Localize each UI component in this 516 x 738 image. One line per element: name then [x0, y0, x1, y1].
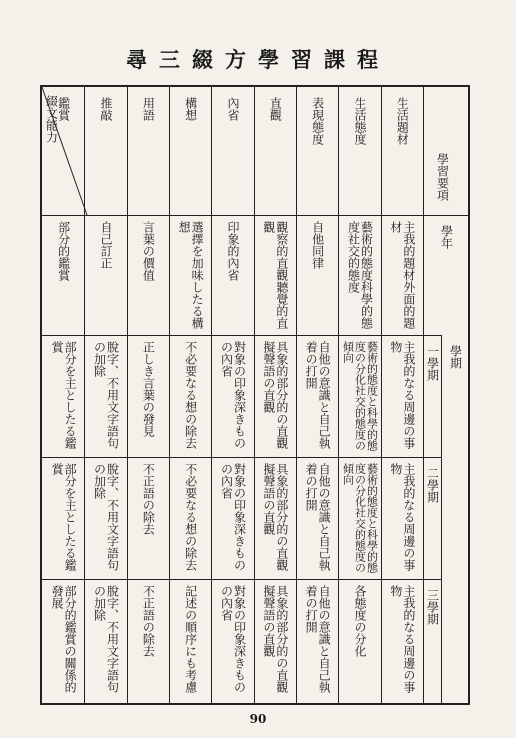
grade-label: 學年 [439, 225, 454, 249]
items-label: 學習要項 [435, 153, 450, 201]
cell-t1: 自他の意識と自己執着の打開 [304, 341, 332, 449]
page-number: 90 [249, 712, 267, 726]
cell-label: 鑑賞 [56, 97, 71, 121]
cell-t1: 正しき言葉の發見 [141, 341, 156, 437]
cell-t1: 對象の印象深きものの內省 [219, 341, 247, 449]
cell-t1: 脫字、不用文字語句の加除 [92, 341, 120, 449]
cell-t2: 自他の意識と自己執着の打開 [304, 463, 332, 571]
page-title: 尋三綴方學習課程 [126, 47, 390, 72]
cell-grade: 部分的鑑賞 [56, 221, 71, 281]
cell-t1: 藝術的態度と科學的態度の分化社交的態度の傾向 [341, 341, 379, 451]
term1-label: 一學期 [425, 345, 440, 381]
cell-t2: 脫字、不用文字語句の加除 [92, 463, 120, 571]
cell-grade: 自己訂正 [99, 221, 113, 269]
cell-label: 表現態度 [310, 97, 325, 145]
cell-t3: 脫字、不用文字語句の加除 [92, 585, 120, 693]
term3-label: 三學期 [425, 589, 440, 625]
cell-t2: 對象の印象深きものの內省 [219, 463, 247, 571]
cell-label: 內省 [226, 97, 240, 121]
cell-t2: 部分を主としたる鑑賞 [50, 463, 78, 571]
cell-grade: 觀察的直觀聽覺的直觀 [261, 221, 289, 329]
cell-t2: 不必要なる想の除去 [183, 463, 198, 571]
cell-t3: 部分的鑑賞の關係的發展 [50, 585, 78, 693]
cell-t2: 主我的なる周邊の事物 [388, 463, 416, 571]
cell-grade: 言葉の價值 [141, 221, 156, 281]
cell-t3: 不正語の除去 [141, 585, 156, 657]
cell-t2: 不正語の除去 [141, 463, 156, 535]
cell-t1: 主我的なる周邊の事物 [388, 341, 416, 449]
ability-label: 綴文能力 [44, 95, 59, 143]
cell-label: 直觀 [268, 97, 283, 121]
period-label: 學期 [448, 345, 463, 369]
cell-t2: 藝術的態度と科學的態度の分化社交的態度の傾向 [341, 463, 379, 573]
cell-grade: 藝術的態度科學的態度社交的態度 [346, 221, 374, 329]
cell-t3: 各態度の分化 [353, 585, 367, 657]
curriculum-table [40, 85, 470, 705]
cell-t2: 具象的部分的の直觀擬聲語の直觀 [261, 463, 289, 571]
cell-label: 推敲 [99, 97, 113, 121]
cell-label: 構想 [183, 97, 198, 121]
cell-t3: 記述の順序にも考慮 [183, 585, 198, 693]
cell-t3: 對象の印象深きものの內省 [219, 585, 247, 693]
cell-t3: 自他の意識と自己執着の打開 [304, 585, 332, 693]
cell-grade: 自他同律 [310, 221, 325, 269]
cell-label: 生活態度 [353, 97, 367, 145]
term2-label: 二學期 [425, 467, 440, 503]
cell-t1: 具象的部分的の直觀擬聲語の直觀 [261, 341, 289, 449]
cell-t3: 主我的なる周邊の事物 [388, 585, 416, 693]
cell-t1: 不必要なる想の除去 [183, 341, 198, 449]
cell-grade: 主我的題材外面的題材 [388, 221, 416, 329]
cell-grade: 印象的內省 [226, 221, 240, 281]
period-divider [441, 335, 442, 703]
cell-label: 用語 [141, 97, 156, 121]
cell-grade: 選擇を加味したる構想 [177, 221, 205, 329]
cell-label: 生活題材 [395, 97, 410, 145]
cell-t1: 部分を主としたる鑑賞 [50, 341, 78, 449]
cell-t3: 具象的部分的の直觀擬聲語の直觀 [261, 585, 289, 693]
